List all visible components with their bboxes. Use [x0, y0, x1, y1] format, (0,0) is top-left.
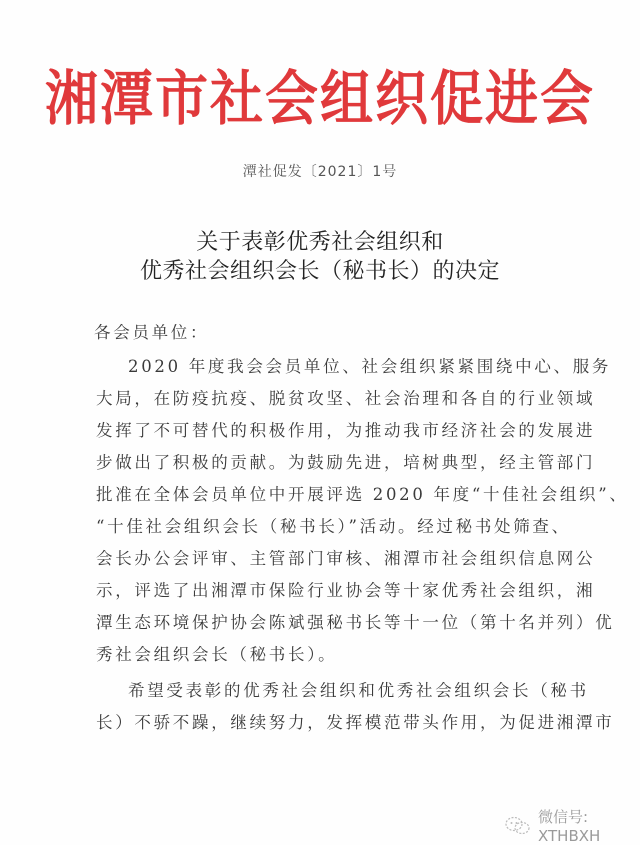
- wechat-icon: [504, 816, 532, 836]
- document-title-line-1: 关于表彰优秀社会组织和: [196, 230, 444, 255]
- paragraph-2-line: 希望受表彰的优秀社会组织和优秀社会组织会长（秘书: [128, 681, 589, 700]
- paragraph-2-line: 长）不骄不躁，继续努力，发挥模范带头作用，为促进湘潭市: [96, 713, 615, 732]
- paragraph-1-line: 大局，在防疫抗疫、脱贫攻坚、社会治理和各自的行业领域: [96, 389, 596, 408]
- paragraph-1-line: 秀社会组织会长（秘书长）。: [96, 645, 338, 664]
- wechat-id-text: 微信号: XTHBXH: [538, 808, 601, 845]
- document-number: 潭社促发〔2021〕1号: [242, 164, 398, 180]
- paragraph-1-line: 批准在全体会员单位中开展评选 2020 年度“十佳社会组织”、: [96, 485, 629, 504]
- wechat-watermark: [504, 806, 640, 845]
- paragraph-1-line: 2020 年度我会会员单位、社会组织紧紧围绕中心、服务: [128, 357, 612, 376]
- paragraph-1-line: 潭生态环境保护协会陈斌强秘书长等十一位（第十名并列）优: [96, 613, 615, 632]
- paragraph-1-line: 会长办公会评审、主管部门审核、湘潭市社会组织信息网公: [96, 549, 596, 568]
- paragraph-1-line: 示，评选了出湘潭市保险行业协会等十家优秀社会组织，湘: [96, 581, 596, 600]
- salutation: 各会员单位：: [94, 323, 210, 342]
- document-title-line-2: 优秀社会组织会长（秘书长）的决定: [139, 259, 500, 284]
- paragraph-1-line: 发挥了不可替代的积极作用，为推动我市经济社会的发展进: [96, 421, 596, 440]
- paragraph-1-line: “十佳社会组织会长（秘书长）”活动。经过秘书处筛查、: [96, 517, 571, 536]
- paragraph-1-line: 步做出了积极的贡献。为鼓励先进，培树典型，经主管部门: [96, 453, 596, 472]
- organization-header: 湘潭市社会组织促进会: [45, 64, 595, 134]
